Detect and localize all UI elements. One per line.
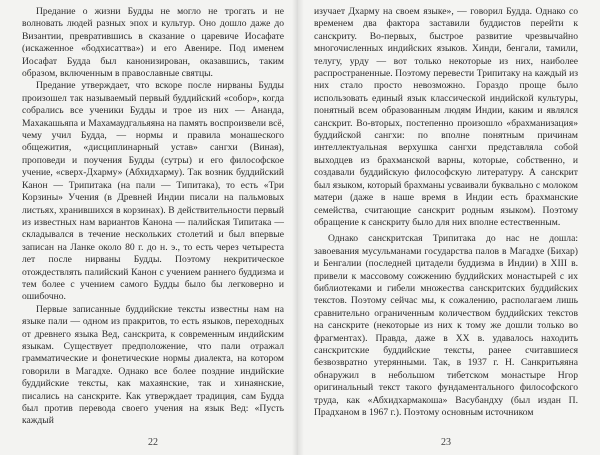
page-number: 23: [441, 437, 451, 448]
paragraph: Предание о жизни Будды не могло не трогать и не волновать людей разных эпох и культур. Оно дошло даже до Византии, превратившись в сказание о царевиче Иосафате (искаженное «бодхисаттва») и его Авенире. Под именем Иосафат Будда был канонизирован, оказавшись, таким образом, включенным в православные святцы.: [22, 6, 284, 80]
page-number: 22: [148, 437, 158, 448]
paragraph: Предание утверждает, что вскоре после нирваны Будды произошел так называемый первый буддийский «собор», когда собрались все ученики Будды и трое из них — Ананда, Махакашьяпа и Махамаудгальяяна на память воспроизвели всё, чему учил Будда, — нормы и правила монашеского общежития, «дисциплинарный устав» сангхи (Виная), проповеди и поучения Будды (сутры) и его философское учение, «сверх-Дхарму» (Абхидхарму). Так возник буддийский Канон — Трипитака (на пали — Типитака), то есть «Три Корзины» Учения (в Древней Индии писали на пальмовых листьях, хранившихся в корзинах). В действительности первый из известных нам вариантов Канона — палийская Типитака — складывался в течение нескольких столетий и был впервые записан на Ланке около 80 г. до н. э., то есть через четыреста лет после нирваны Будды. Поэтому некритическое отождествлять палийский Канон с учением раннего буддизма и тем более с учением самого Будды было бы легковерно и ошибочно.: [22, 80, 284, 303]
right-page: [298, 0, 600, 455]
paragraph: изучает Дхарму на своем языке», — говорил Будда. Однако со временем два фактора заставили буддистов перейти к санскриту. Во-первых, быстрое развитие чрезвычайно многочисленных индийских языков. Хинди, бенгали, тамили, телугу, урду — вот только некоторые из них, наиболее распространенные. Поэтому перевести Трипитаку на каждый из них стало просто невозможно. Гораздо проще было использовать единый язык классической индийской культуры, понятный всем образованным людям Индии, каким и являлся санскрит. Во-вторых, постепенно произошло «брахманизация» буддийской сангхи: по вполне понятным причинам интеллектуальная верхушка сангхи представляла собой выходцев из брахманской варны, которые, собственно, и создавали буддийскую философскую литературу. А санскрит был языком, который брахманы усваивали буквально с молоком матери (даже в наше время в Индии есть брахманские семейства, считающие санскрит родным языком). Поэтому обращение к санскриту было для них вполне естественным.: [314, 6, 578, 228]
left-page-text: [22, 6, 284, 428]
left-page: [0, 0, 298, 455]
paragraph: Однако санскритская Трипитака до нас не дошла: завоевания мусульманами государства палов в Магадхе (Бихар) и Бенгалии (последней цитадели буддизма в Индии) в XIII в. привели к массовому сожжению буддийских монастырей с их библиотеками и гибели множества санскритских буддийских текстов. Поэтому сейчас мы, к сожалению, располагаем лишь сравнительно ограниченным количеством буддийских текстов на санскрите (некоторые из них к тому же дошли только во фрагментах). Правда, даже в XX в. удавалось находить санскритские буддийские тексты, ранее считавшиеся безвозвратно утерянными. Так, в 1937 г. Н. Санкритьяяна обнаружил в небольшом тибетском монастыре Нгор оригинальный текст такого фундаментального философского труда, как «Абхидхармакоша» Васубандху (был издан П. Прадханом в 1967 г.). Поэтому основным источником: [314, 233, 578, 418]
paragraph: Первые записанные буддийские тексты известны нам на языке пали — одном из пракритов, то есть языков, переходных от древнего языка Вед, санскрита, к современным индийским языкам. Существует предположение, что пали отражал грамматические и фонетические нормы диалекта, на котором говорили в Магадхе. Однако все более поздние индийские буддийские тексты, как махаянские, так и хинаянские, писались на санскрите. Как утверждает традиция, сам Будда был против перевода своего учения на язык Вед: «Пусть каждый: [22, 303, 284, 427]
right-page-text: [314, 6, 578, 419]
gutter-shadow: [298, 0, 304, 455]
